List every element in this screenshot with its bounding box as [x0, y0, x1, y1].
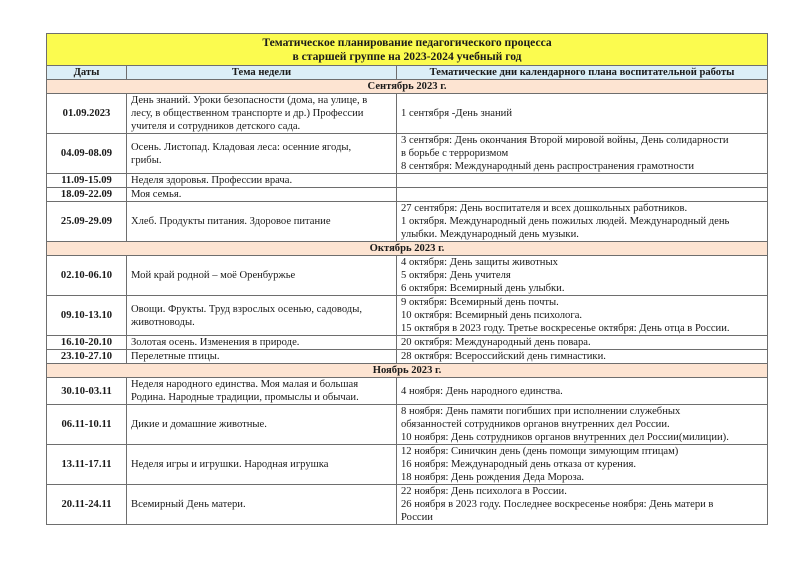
table-row — [47, 188, 768, 202]
theme-line: День знаний. Уроки безопасности (дома, на улице, в — [131, 95, 368, 106]
table-row — [47, 405, 768, 445]
title-row — [47, 34, 768, 66]
month-label: Сентябрь 2023 г. — [47, 80, 768, 94]
column-header-dates: Даты — [47, 66, 127, 80]
calendar-days — [397, 174, 768, 188]
calendar-day-line: 18 ноября: День рождения Деда Мороза. — [401, 472, 585, 483]
calendar-days — [397, 202, 768, 242]
calendar-days — [397, 296, 768, 336]
calendar-day-line: 8 сентября: Международный день распространения грамотности — [401, 161, 695, 172]
calendar-day-line: 16 ноября: Международный день отказа от курения. — [401, 459, 637, 470]
calendar-day-line: 26 ноября в 2023 году. Последнее воскресенье ноября: День матери в — [401, 499, 714, 510]
title-line-1: Тематическое планирование педагогического процесса — [262, 35, 552, 49]
calendar-day-line: 1 октября. Международный день пожилых людей. Международный день — [401, 216, 730, 227]
calendar-day-line: 4 ноября: День народного единства. — [401, 385, 563, 397]
calendar-day-line: улыбки. Международный день музыки. — [401, 229, 579, 240]
calendar-days — [397, 350, 768, 364]
table-title — [47, 34, 768, 66]
calendar-day-line: обязанностей сотрудников органов внутренних дел России. — [401, 419, 670, 430]
calendar-days — [397, 378, 768, 405]
week-dates: 01.09.2023 — [47, 94, 127, 134]
calendar-days — [397, 134, 768, 174]
calendar-day-line: 28 октября: Всероссийский день гимнастики. — [401, 351, 606, 362]
column-header-days: Тематические дни календарного плана воспитательной работы — [397, 66, 768, 80]
week-dates: 30.10-03.11 — [47, 378, 127, 405]
calendar-day-line: 5 октября: День учителя — [401, 270, 511, 281]
theme-line: Всемирный День матери. — [131, 499, 246, 510]
table-row — [47, 296, 768, 336]
table-row — [47, 336, 768, 350]
calendar-day-line: 15 октября в 2023 году. Третье воскресенье октября: День отца в России. — [401, 323, 730, 334]
week-dates: 02.10-06.10 — [47, 256, 127, 296]
month-section-row — [47, 242, 768, 256]
table-row — [47, 256, 768, 296]
calendar-day-line: 22 ноября: День психолога в России. — [401, 486, 567, 497]
table-row — [47, 134, 768, 174]
week-theme — [127, 296, 397, 336]
theme-line: Моя семья. — [131, 189, 182, 200]
theme-line: Перелетные птицы. — [131, 351, 220, 362]
calendar-day-line: 3 сентября: День окончания Второй мировой войны, День солидарности — [401, 135, 729, 146]
week-dates: 25.09-29.09 — [47, 202, 127, 242]
theme-line: лесу, в общественном транспорте и др.) Профессии — [131, 108, 364, 119]
calendar-days — [397, 445, 768, 485]
theme-line: Овощи. Фрукты. Труд взрослых осенью, садоводы, — [131, 303, 362, 315]
theme-line: Хлеб. Продукты питания. Здоровое питание — [131, 216, 331, 227]
theme-line: грибы. — [131, 154, 162, 166]
calendar-days — [397, 405, 768, 445]
theme-line: Золотая осень. Изменения в природе. — [131, 337, 300, 348]
week-theme — [127, 94, 397, 134]
table-row — [47, 378, 768, 405]
calendar-day-line: 8 ноября: День памяти погибших при исполнении служебных — [401, 406, 681, 417]
calendar-day-line: 12 ноября: Синичкин день (день помощи зимующим птицам) — [401, 446, 679, 457]
calendar-days — [397, 256, 768, 296]
theme-line: Мой край родной – моё Оренбуржье — [131, 270, 296, 281]
week-dates: 16.10-20.10 — [47, 336, 127, 350]
calendar-days — [397, 485, 768, 525]
theme-line: животноводы. — [131, 316, 195, 328]
column-header-theme: Тема недели — [127, 66, 397, 80]
month-label: Ноябрь 2023 г. — [47, 364, 768, 378]
week-theme — [127, 174, 397, 188]
week-theme — [127, 485, 397, 525]
title-line-2: в старшей группе на 2023-2024 учебный год — [292, 49, 522, 63]
week-dates: 04.09-08.09 — [47, 134, 127, 174]
calendar-day-line: 9 октября: Всемирный день почты. — [401, 297, 559, 308]
calendar-day-line: 6 октября: Всемирный день улыбки. — [401, 283, 565, 294]
theme-line: Неделя здоровья. Профессии врача. — [131, 175, 293, 186]
month-section-row — [47, 364, 768, 378]
calendar-days — [397, 188, 768, 202]
week-theme — [127, 336, 397, 350]
theme-line: Дикие и домашние животные. — [131, 419, 267, 430]
week-dates: 13.11-17.11 — [47, 445, 127, 485]
thematic-plan-table — [46, 33, 768, 525]
calendar-day-line: 1 сентября -День знаний — [401, 108, 513, 119]
week-theme — [127, 405, 397, 445]
calendar-day-line: 10 октября: Всемирный день психолога. — [401, 310, 583, 321]
theme-line: Родина. Народные традиции, промыслы и обычаи. — [131, 392, 359, 403]
month-section-row — [47, 80, 768, 94]
month-label: Октябрь 2023 г. — [47, 242, 768, 256]
calendar-days — [397, 336, 768, 350]
calendar-day-line: 27 сентября: День воспитателя и всех дошкольных работников. — [401, 203, 688, 214]
week-theme — [127, 202, 397, 242]
theme-line: Осень. Листопад. Кладовая леса: осенние ягоды, — [131, 141, 352, 153]
week-dates: 20.11-24.11 — [47, 485, 127, 525]
week-theme — [127, 256, 397, 296]
column-header-row — [47, 66, 768, 80]
calendar-days — [397, 94, 768, 134]
table-row — [47, 485, 768, 525]
theme-line: учителя и сотрудников детского сада. — [131, 121, 301, 132]
theme-line: Неделя народного единства. Моя малая и большая — [131, 379, 359, 390]
week-dates: 11.09-15.09 — [47, 174, 127, 188]
week-dates: 18.09-22.09 — [47, 188, 127, 202]
table-row — [47, 202, 768, 242]
calendar-day-line: 20 октября: Международный день повара. — [401, 337, 591, 348]
table-row — [47, 174, 768, 188]
week-dates: 09.10-13.10 — [47, 296, 127, 336]
table-row — [47, 350, 768, 364]
calendar-day-line: России — [401, 512, 433, 523]
week-theme — [127, 134, 397, 174]
calendar-day-line: 4 октября: День защиты животных — [401, 257, 558, 268]
week-theme — [127, 350, 397, 364]
week-theme — [127, 188, 397, 202]
table-row — [47, 94, 768, 134]
calendar-day-line: в борьбе с терроризмом — [401, 148, 509, 159]
week-theme — [127, 445, 397, 485]
theme-line: Неделя игры и игрушки. Народная игрушка — [131, 459, 329, 470]
week-theme — [127, 378, 397, 405]
calendar-day-line: 10 ноября: День сотрудников органов внутренних дел России(милиции). — [401, 432, 729, 443]
week-dates: 23.10-27.10 — [47, 350, 127, 364]
table-row — [47, 445, 768, 485]
week-dates: 06.11-10.11 — [47, 405, 127, 445]
